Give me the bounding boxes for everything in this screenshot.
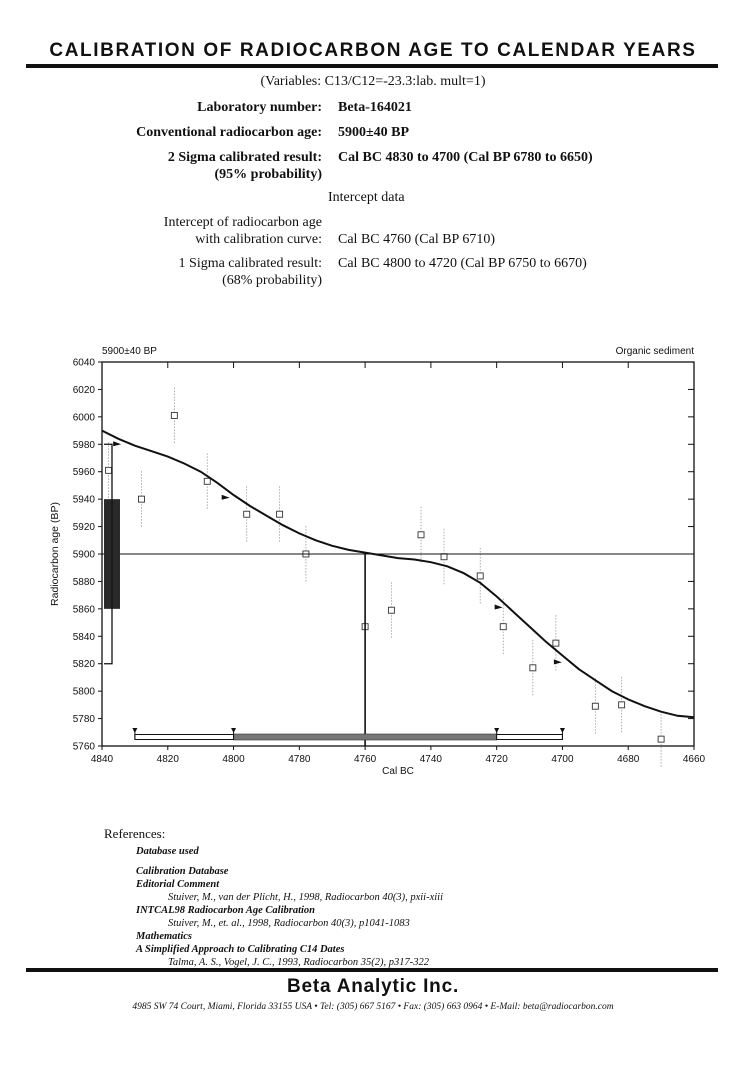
sigma1-probability: (68% probability) [222, 273, 322, 288]
y-tick-label: 5820 [72, 659, 95, 671]
sigma2-value: Cal BC 4830 to 4700 (Cal BP 6780 to 6650) [338, 150, 593, 165]
reference-item: Stuiver, M., et. al., 1998, Radiocarbon 40(3), p1041-1083 [168, 918, 410, 929]
y-tick-label: 5840 [72, 631, 95, 643]
range-marker [113, 441, 121, 446]
data-point [530, 665, 536, 671]
data-point [441, 554, 447, 560]
sigma2-probability: (95% probability) [214, 167, 322, 182]
intercept-value: Cal BC 4760 (Cal BP 6710) [338, 232, 495, 247]
x-tick-label: 4800 [222, 754, 245, 765]
reference-item: Calibration Database [136, 866, 229, 877]
y-tick-label: 6040 [72, 357, 95, 369]
x-tick-label: 4720 [485, 754, 508, 765]
lab-number-value: Beta-164021 [338, 100, 412, 115]
lab-number-label: Laboratory number: [197, 100, 322, 115]
y-tick-label: 6020 [72, 384, 95, 396]
data-point [477, 573, 483, 579]
x-tick-label: 4740 [419, 754, 443, 765]
data-point [418, 532, 424, 538]
chart-title-right: Organic sediment [615, 346, 694, 357]
range-marker [495, 604, 503, 609]
y-tick-label: 6000 [72, 412, 95, 424]
x-tick-label: 4760 [353, 754, 377, 765]
sigma2-label: 2 Sigma calibrated result: [167, 150, 322, 165]
data-point [171, 412, 177, 418]
y-tick-label: 5920 [72, 522, 95, 534]
data-point [388, 607, 394, 613]
data-point [106, 467, 112, 473]
y-tick-label: 5900 [72, 549, 95, 561]
y-tick-label: 5860 [72, 604, 95, 616]
y-tick-label: 5940 [72, 494, 95, 506]
data-point [204, 478, 210, 484]
x-tick-label: 4660 [682, 754, 706, 765]
y-tick-label: 5800 [72, 686, 95, 698]
range-marker [222, 495, 230, 500]
y-tick-label: 5760 [72, 741, 95, 753]
references-heading: References: [104, 826, 166, 841]
y-tick-label: 5980 [72, 439, 95, 451]
data-point [244, 511, 250, 517]
data-point [138, 496, 144, 502]
y-tick-label: 5960 [72, 467, 95, 479]
sigma1-calendar-bar [234, 734, 497, 740]
data-point [277, 511, 283, 517]
page-title: CALIBRATION OF RADIOCARBON AGE TO CALENDAR YEARS [49, 40, 697, 61]
intercept-heading: Intercept data [328, 190, 405, 205]
reference-item: Stuiver, M., van der Plicht, H., 1998, Radiocarbon 40(3), pxii-xiii [168, 892, 443, 903]
conventional-age-value: 5900±40 BP [338, 125, 410, 140]
reference-item: Mathematics [136, 931, 193, 942]
chart-title-left: 5900±40 BP [102, 346, 157, 357]
calibration-curve [102, 431, 694, 718]
data-point [658, 736, 664, 742]
bottom-rule [26, 968, 718, 972]
data-point [592, 703, 598, 709]
x-tick-label: 4680 [617, 754, 640, 765]
x-axis-label: Cal BC [382, 766, 414, 777]
x-tick-label: 4700 [551, 754, 574, 765]
conventional-age-label: Conventional radiocarbon age: [136, 125, 322, 140]
data-point [619, 702, 625, 708]
reference-item: Database used [136, 846, 199, 857]
variables-line: (Variables: C13/C12=-23.3:lab. mult=1) [260, 74, 486, 89]
reference-item: A Simplified Approach to Calibrating C14 Dates [136, 944, 345, 955]
company-name: Beta Analytic Inc. [286, 976, 460, 997]
range-marker [554, 659, 562, 664]
reference-item: Talma, A. S., Vogel, J. C., 1993, Radiocarbon 35(2), p317-322 [168, 957, 430, 968]
company-address: 4985 SW 74 Court, Miami, Florida 33155 USA • Tel: (305) 667 5167 • Fax: (305) 663 0964 • E-Mail: beta@radiocarbon.com [132, 1002, 614, 1012]
x-tick-label: 4820 [156, 754, 179, 765]
intercept-label-line1: Intercept of radiocarbon age [163, 215, 322, 230]
y-axis-label: Radiocarbon age (BP) [49, 502, 61, 606]
sigma1-value: Cal BC 4800 to 4720 (Cal BP 6750 to 6670) [338, 256, 587, 271]
top-rule [26, 64, 718, 68]
y-tick-label: 5780 [72, 714, 95, 726]
calibration-chart [0, 330, 746, 790]
x-tick-label: 4840 [90, 754, 114, 765]
y-tick-label: 5880 [72, 576, 95, 588]
reference-item: Editorial Comment [136, 879, 220, 890]
data-point [500, 624, 506, 630]
sigma1-label: 1 Sigma calibrated result: [178, 256, 322, 271]
intercept-label-line2: with calibration curve: [195, 232, 322, 247]
x-tick-label: 4780 [288, 754, 311, 765]
data-point [553, 640, 559, 646]
reference-item: INTCAL98 Radiocarbon Age Calibration [136, 905, 316, 916]
